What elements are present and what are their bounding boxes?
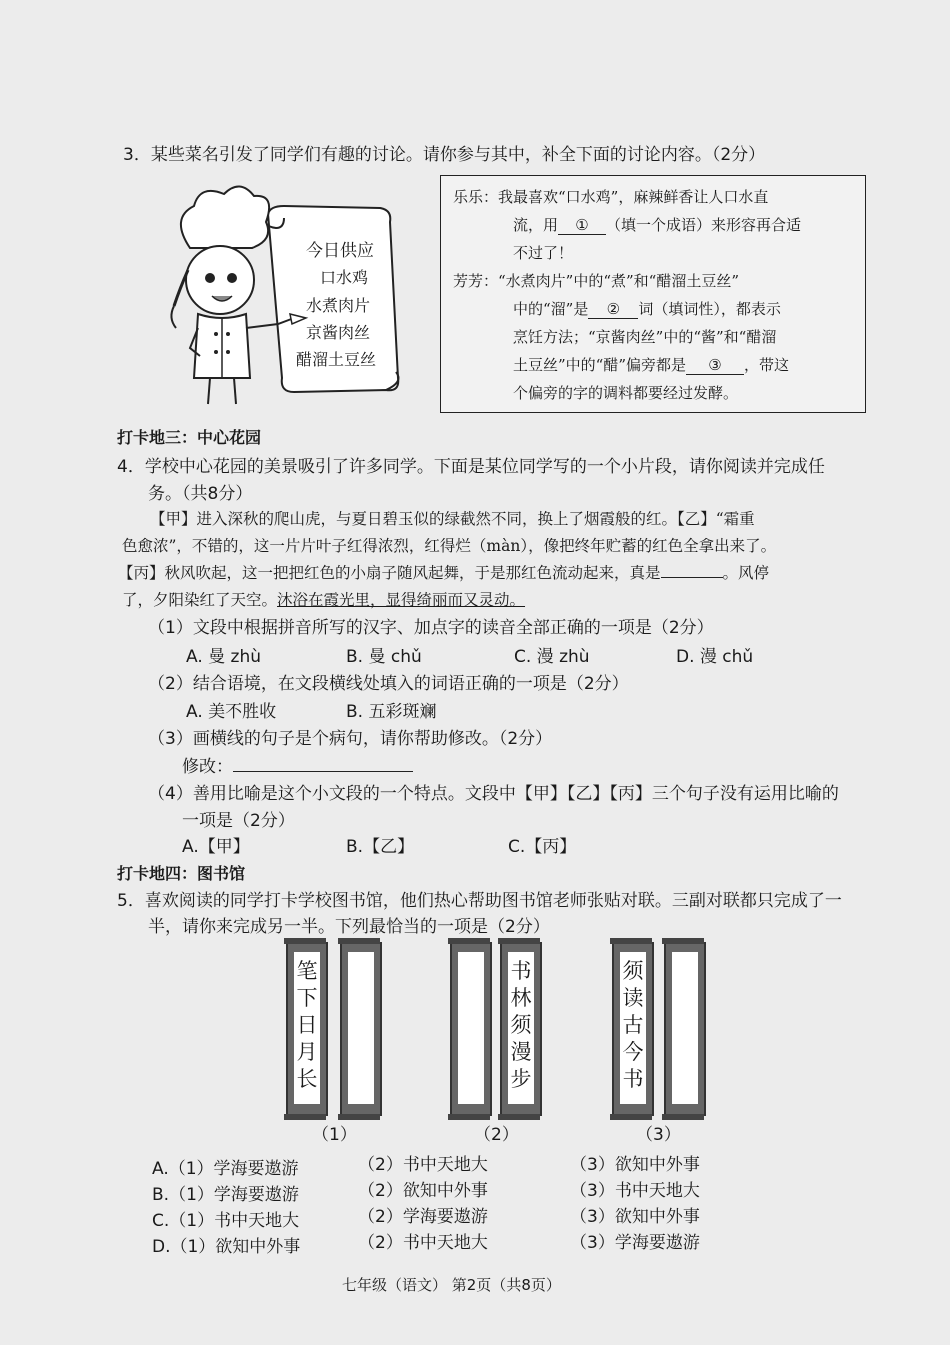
couplet-label: （1） bbox=[312, 1125, 357, 1145]
passage-line bbox=[122, 588, 525, 610]
option-part: （2）书中天地大 bbox=[358, 1155, 488, 1175]
couplet-label: （2） bbox=[474, 1125, 519, 1145]
passage-line: 色愈浓”，不错的，这一片片叶子红得浓烈，红得烂（màn），像把终年贮蓄的红色全拿出来了。 bbox=[122, 537, 777, 555]
option[interactable]: A. 美不胜收 bbox=[186, 702, 277, 722]
option-part: （2）学海要遨游 bbox=[358, 1207, 488, 1227]
subquestion: （2）结合语境，在文段横线处填入的词语正确的一项是（2分） bbox=[148, 674, 629, 694]
dialog-text: ，带这 bbox=[744, 356, 790, 374]
underlined-sentence: 沐浴在霞光里，显得绮丽而又灵动。 bbox=[277, 591, 526, 609]
q3-stem: 3．某些菜名引发了同学们有趣的讨论。请你参与其中，补全下面的讨论内容。（2分） bbox=[123, 145, 766, 165]
menu-item: 水煮肉片 bbox=[306, 296, 371, 315]
couplet-scroll-blank bbox=[340, 942, 382, 1116]
dialog-line bbox=[513, 354, 789, 375]
option-part: （3）书中天地大 bbox=[570, 1181, 700, 1201]
couplet-scroll-filled bbox=[286, 942, 328, 1116]
blank-2[interactable]: ② bbox=[588, 300, 638, 319]
q4-stem: 4．学校中心花园的美景吸引了许多同学。下面是某位同学写的一个小片段，请你阅读并完成任 bbox=[117, 457, 825, 477]
option[interactable]: B. 五彩斑斓 bbox=[346, 702, 437, 722]
option[interactable]: B. 曼 chǔ bbox=[346, 647, 422, 667]
couplet-text: 须 读 古 今 书 bbox=[622, 959, 644, 1091]
q4-stem: 务。（共8分） bbox=[148, 484, 253, 504]
subquestion: 一项是（2分） bbox=[182, 811, 295, 831]
dialog-line: 乐乐：我最喜欢“口水鸡”，麻辣鲜香让人口水直 bbox=[453, 188, 769, 206]
chef-illustration bbox=[160, 178, 430, 410]
option[interactable]: D.（1）欲知中外事 bbox=[152, 1237, 301, 1257]
couplet-text: 笔 下 日 月 长 bbox=[296, 959, 318, 1091]
dialog-text: 词（填词性），都表示 bbox=[638, 300, 781, 318]
dialog-line: 个偏旁的字的调料都要经过发酵。 bbox=[513, 384, 739, 402]
dialog-line: 不过了！ bbox=[513, 244, 574, 262]
fix-input[interactable] bbox=[233, 771, 413, 772]
fix-label: 修改： bbox=[182, 757, 233, 777]
couplet-label: （3） bbox=[636, 1125, 681, 1145]
section-heading: 打卡地三：中心花园 bbox=[117, 428, 262, 447]
subquestion: （1）文段中根据拼音所写的汉字、加点字的读音全部正确的一项是（2分） bbox=[148, 618, 714, 638]
couplet-scroll-blank bbox=[664, 942, 706, 1116]
couplet-scroll-filled bbox=[612, 942, 654, 1116]
option[interactable]: A.【甲】 bbox=[182, 837, 250, 857]
couplet-scroll-filled bbox=[500, 942, 542, 1116]
fix-line bbox=[182, 752, 413, 777]
option[interactable]: C. 漫 zhù bbox=[514, 647, 590, 667]
option-part: （3）欲知中外事 bbox=[570, 1207, 700, 1227]
dialog-text: 中的“溜”是 bbox=[513, 300, 589, 318]
option[interactable]: D. 漫 chǔ bbox=[676, 647, 754, 667]
option[interactable]: A.（1）学海要遨游 bbox=[152, 1159, 299, 1179]
menu-item: 口水鸡 bbox=[320, 268, 369, 287]
q5-stem: 5．喜欢阅读的同学打卡学校图书馆，他们热心帮助图书馆老师张贴对联。三副对联都只完成了一 bbox=[117, 891, 842, 911]
couplet-scroll-blank bbox=[450, 942, 492, 1116]
passage-text: 【丙】秋风吹起，这一把把红色的小扇子随风起舞，于是那红色流动起来，真是 bbox=[118, 564, 661, 582]
dialog-text: 流，用 bbox=[513, 216, 559, 234]
option[interactable]: A. 曼 zhù bbox=[186, 647, 262, 667]
blank-1[interactable]: ① bbox=[558, 216, 606, 235]
subquestion: （3）画横线的句子是个病句，请你帮助修改。（2分） bbox=[148, 729, 553, 749]
discussion-box bbox=[440, 175, 866, 413]
menu-item: 京酱肉丝 bbox=[306, 323, 371, 342]
dialog-text: 土豆丝”中的“醋”偏旁都是 bbox=[513, 356, 687, 374]
page-footer: 七年级（语文） 第2页（共8页） bbox=[342, 1276, 561, 1294]
option[interactable]: C.（1）书中天地大 bbox=[152, 1211, 300, 1231]
couplet-text: 书 林 须 漫 步 bbox=[510, 959, 532, 1091]
option-part: （2）书中天地大 bbox=[358, 1233, 488, 1253]
q5-stem: 半，请你来完成另一半。下列最恰当的一项是（2分） bbox=[148, 917, 550, 937]
option-part: （3）欲知中外事 bbox=[570, 1155, 700, 1175]
option-part: （3）学海要遨游 bbox=[570, 1233, 700, 1253]
blank-3[interactable]: ③ bbox=[686, 356, 744, 375]
option[interactable]: B.【乙】 bbox=[346, 837, 415, 857]
answer-blank[interactable] bbox=[661, 577, 723, 578]
dialog-line: 烹饪方法；“京酱肉丝”中的“酱”和“醋溜 bbox=[513, 328, 777, 346]
section-heading: 打卡地四：图书馆 bbox=[117, 864, 246, 883]
option[interactable]: C.【丙】 bbox=[508, 837, 577, 857]
passage-line: 【甲】进入深秋的爬山虎，与夏日碧玉似的绿截然不同，换上了烟霞般的红。【乙】“霜重 bbox=[150, 510, 755, 528]
passage-text: 。风停 bbox=[722, 564, 770, 582]
passage-text: 了，夕阳染红了天空。 bbox=[122, 591, 278, 609]
option-part: （2）欲知中外事 bbox=[358, 1181, 488, 1201]
dialog-line: 芳芳：“水煮肉片”中的“煮”和“醋溜土豆丝” bbox=[453, 272, 740, 290]
subquestion: （4）善用比喻是这个小文段的一个特点。文段中【甲】【乙】【丙】三个句子没有运用比喻的 bbox=[148, 784, 839, 804]
dialog-line bbox=[513, 214, 801, 235]
option[interactable]: B.（1）学海要遨游 bbox=[152, 1185, 299, 1205]
dialog-text: （填一个成语）来形容再合适 bbox=[606, 216, 802, 234]
menu-item: 醋溜土豆丝 bbox=[296, 350, 377, 369]
menu-title: 今日供应 bbox=[306, 241, 374, 261]
passage-line bbox=[118, 561, 769, 583]
dialog-line bbox=[513, 298, 781, 319]
